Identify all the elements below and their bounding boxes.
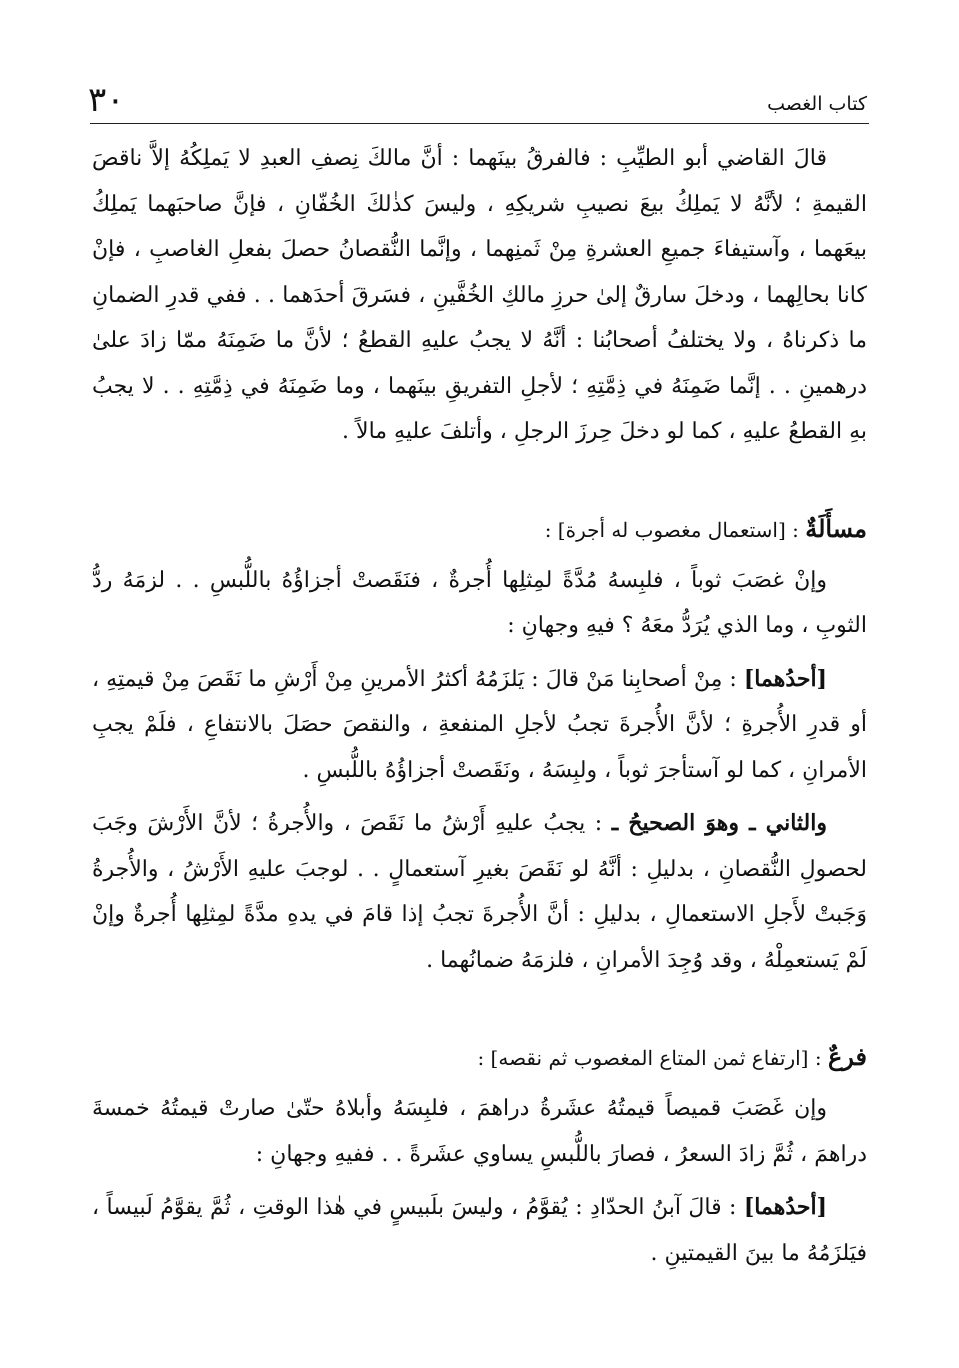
header-divider <box>90 123 869 124</box>
paragraph-6 <box>92 1185 867 1276</box>
section-spacer <box>92 983 867 1041</box>
paragraph-5: وإن غَصَبَ قميصاً قيمتُهُ عشَرةُ دراهمَ ، فلبِسَهُ وأبلاهُ حتّىٰ صارتْ قيمتُهُ خمسةَ دراهمَ ، ثُمَّ زادَ السعرُ ، فصارَ باللُّبسِ يساوي عشَرةً . . ففيهِ وجهانِ : <box>92 1096 867 1167</box>
paragraph-2: وإنْ غصَبَ ثوباً ، فلبِسهُ مُدَّةً لمِثلِها أُجرةٌ ، فنَقَصتْ أجزاؤُهُ باللُّبسِ . . لزمَهُ ردُّ الثوبِ ، وما الذي يُرَدُّ معَهُ ؟ فيهِ وجهانِ : <box>92 567 867 638</box>
paragraph-spacer <box>92 649 867 657</box>
section-spacer <box>92 1074 867 1086</box>
section-heading-masala <box>92 513 867 546</box>
opinion-text: : قالَ آبنُ الحدّادِ : يُقوَّمُ ، وليسَ بلَبيسٍ في هٰذا الوقتِ ، ثُمَّ يقوَّمُ لَبيساً ، فيَلزَمُهُ ما بينَ القيمتينِ . <box>92 1195 867 1266</box>
running-title: كتاب الغصب <box>767 93 867 115</box>
section-heading-far <box>92 1041 867 1074</box>
paragraph-spacer <box>92 793 867 801</box>
paragraph-1: قالَ القاضي أبو الطيِّبِ : فالفرقُ بينَهما : أنَّ مالكَ نِصفِ العبدِ لا يَملِكُهُ إلاَّ ناقصَ القيمةِ ؛ لأنَّهُ لا يَملِكُ بيعَ نصيبِ شريكِهِ ، وليسَ كذٰلكَ الخُفّانِ ، فإنَّ صاحبَهما يَملِكُ بيعَهما ، وآستيفاءَ جميعِ العشرةِ مِنْ ثَمنِهما ، وإنَّما النُّقصانُ حصلَ بفعلِ الغاصبِ ، فإنْ كانا بحالِهما ، ودخلَ سارقٌ إلىٰ حرزِ مالكِ الخُفَّينِ ، فسَرقَ أحدَهما . . ففي قدرِ الضمانِ ما ذكرناهُ ، ولا يختلفُ أصحابُنا : أنَّهُ لا يجبُ عليهِ القطعُ ؛ لأنَّ ما ضَمِنَهُ ممّا زادَ علىٰ درهمينِ . . إنَّما ضَمِنَهُ في ذِمَّتِهِ ؛ لأجلِ التفريقِ بينَهما ، وما ضَمِنَهُ في ذِمَّتِهِ . . لا يجبُ بهِ القطعُ عليهِ ، كما لو دخلَ حِرزَ الرجلِ ، وأتلفَ عليهِ مالاً . <box>92 146 867 444</box>
page-body <box>92 136 867 1276</box>
heading-text: : [استعمال مغصوب له أجرة] : <box>544 517 806 542</box>
opinion-label: [أحدُهما] <box>743 1194 827 1220</box>
heading-keyword: مسأَلَةٌ <box>805 513 867 543</box>
paragraph-3 <box>92 657 867 794</box>
opinion-label: والثاني ـ وهوَ الصحيحُ ـ <box>611 810 827 836</box>
page-number: ٣٠ <box>88 80 125 120</box>
paragraph-spacer <box>92 1177 867 1185</box>
section-spacer <box>92 455 867 513</box>
heading-text: : [ارتفاع ثمن المتاع المغصوب ثم نقصه] : <box>477 1046 828 1070</box>
heading-keyword: فرعٌ <box>827 1042 867 1071</box>
section-spacer <box>92 546 867 558</box>
opinion-label: [أحدُهما] <box>743 665 827 692</box>
opinion-text: : مِنْ أصحابِنا مَنْ قالَ : يَلزَمُهُ أكثرُ الأمرينِ مِنْ أَرْشِ ما نَقَصَ مِنْ قيمتِهِ ، أو قدرِ الأُجرةِ ؛ لأنَّ الأُجرةَ تجبُ لأجلِ المنفعةِ ، والنقصَ حصَلَ بالانتفاعِ ، فلَمْ يجبِ الأمرانِ ، كما لو آستأجرَ ثوباً ، ولبِسَهُ ، ونَقَصتْ أجزاؤُهُ باللُّبسِ . <box>92 666 867 783</box>
opinion-text: : يجبُ عليهِ أَرْشُ ما نَقَصَ ، والأُجرةُ ؛ لأنَّ الأَرْشَ وجَبَ لحصولِ النُّقصانِ ، بدليلِ : أنَّهُ لو نَقَصَ بغيرِ آستعمالٍ . . لوجبَ عليهِ الأَرْشُ ، والأُجرةُ وَجَبتْ لأَجلِ الاستعمالِ ، بدليلِ : أنَّ الأُجرةَ تجبُ إذا قامَ في يدهِ مدَّةً لمِثلِها أُجرةٌ وإنْ لَمْ يَستعمِلْهُ ، وقد وُجِدَ الأمرانِ ، فلزمَهُ ضمانُهما . <box>92 811 867 973</box>
paragraph-4 <box>92 801 867 983</box>
